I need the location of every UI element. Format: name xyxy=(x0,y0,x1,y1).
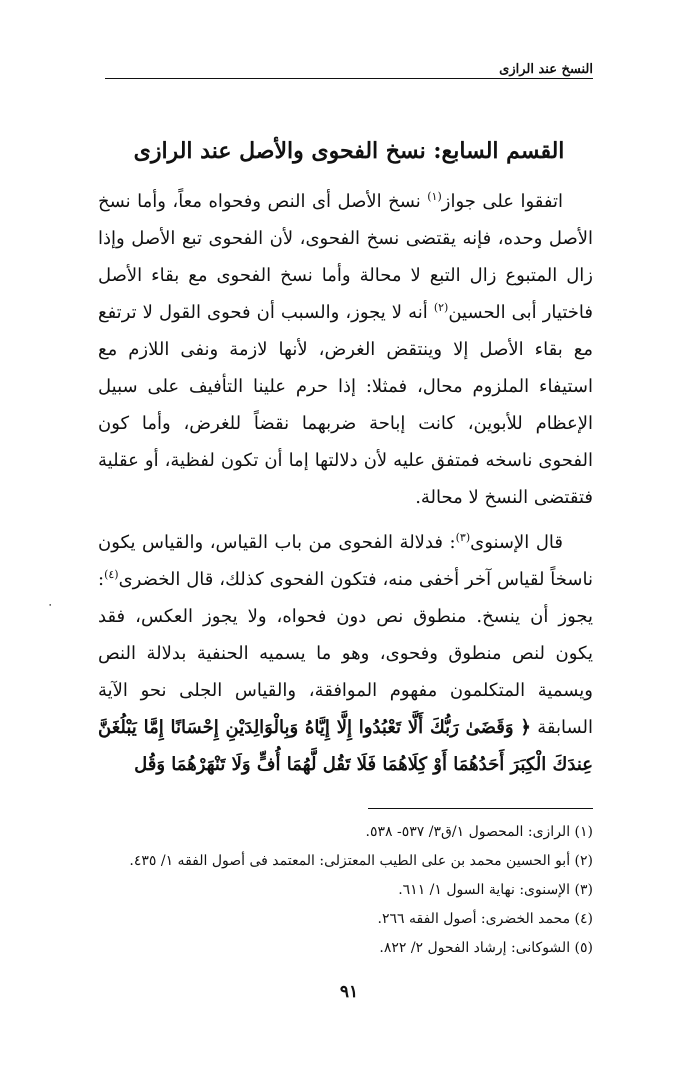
footnotes xyxy=(98,818,593,963)
para2-text-3: : يجوز أن ينسخ. منطوق نص دون فحواه، ولا يجوز العكس، فقد يكون لنص منطوق وفحوى، وهو ما يسميه الحنفية بدلالة النص ويسمية المتكلمون مفهوم الموافقة، والقياس الجلى نحو الآية السابقة xyxy=(98,569,594,738)
margin-mark: ‧ xyxy=(48,598,53,614)
paragraph-2 xyxy=(98,524,593,783)
footnote-ref-1: (١) xyxy=(427,190,442,203)
header-rule xyxy=(105,78,593,79)
footnote-5: (٥) الشوكانى: إرشاد الفحول ٢/ ٨٢٢. xyxy=(379,940,593,956)
footnote-ref-4: (٤) xyxy=(104,568,119,581)
footnote-2: (٢) أبو الحسين محمد بن على الطيب المعتزلى: المعتمد فى أصول الفقه ١/ ٤٣٥. xyxy=(129,853,593,869)
running-head: النسخ عند الرازى xyxy=(499,62,593,77)
paragraph-1 xyxy=(98,183,593,516)
para1-text-1: اتفقوا على جواز xyxy=(441,191,563,212)
quran-verse: ﴿ وَقَضَىٰ رَبُّكَ أَلَّا تَعْبُدُوا إِلَّا إِيَّاهُ وَبِالْوَالِدَيْنِ إِحْسَانًا إِمَّا يَبْلُغَنَّ عِندَكَ الْكِبَرَ أَحَدُهُمَا أَوْ كِلَاهُمَا فَلَا تَقُل لَّهُمَا أُفٍّ وَلَا تَنْهَرْهُمَا وَقُل xyxy=(98,717,593,775)
body-text xyxy=(98,183,593,783)
para2-text-1: قال الإسنوى xyxy=(470,532,563,553)
footnote-1: (١) الرازى: المحصول ١/ق٣/ ٥٣٧- ٥٣٨. xyxy=(365,824,593,840)
footnote-ref-2: (٢) xyxy=(433,301,449,314)
footnote-4: (٤) محمد الخضرى: أصول الفقه ٢٦٦. xyxy=(377,911,593,927)
footnote-3: (٣) الإسنوى: نهاية السول ١/ ٦١١. xyxy=(398,882,593,898)
para1-text-3: أنه لا يجوز، والسبب أن فحوى القول لا ترتفع مع بقاء الأصل إلا وينتقض الغرض، لأنها لازمة ونفى اللازم مع استيفاء الملزوم محال، فمثلا: إذا حرم علينا التأفيف على سبيل الإعظام للأبوين، كانت إباحة ضربهما نقضاً للغرض، وأما كون الفحوى ناسخه فمتفق عليه لأن دلالتها إما أن تكون لفظية، أو عقلية فتقتضى النسخ لا محالة. xyxy=(98,302,593,508)
section-title: القسم السابع: نسخ الفحوى والأصل عند الرازى xyxy=(133,138,565,164)
para2-text-2: : فدلالة الفحوى من باب القياس، والقياس يكون ناسخاً لقياس آخر أخفى منه، فتكون الفحوى كذلك، قال الخضرى xyxy=(98,532,593,590)
footnote-rule xyxy=(368,808,593,809)
para1-text-2: نسخ الأصل أى النص وفحواه معاً، وأما نسخ الأصل وحده، فإنه يقتضى نسخ الفحوى، لأن الفحوى تبع الأصل وإذا زال المتبوع زال التبع لا محالة وأما نسخ الفحوى مع بقاء الأصل فاختيار أبى الحسين xyxy=(98,191,593,323)
footnote-ref-3: (٣) xyxy=(455,531,471,544)
page-number: ٩١ xyxy=(339,982,359,1002)
